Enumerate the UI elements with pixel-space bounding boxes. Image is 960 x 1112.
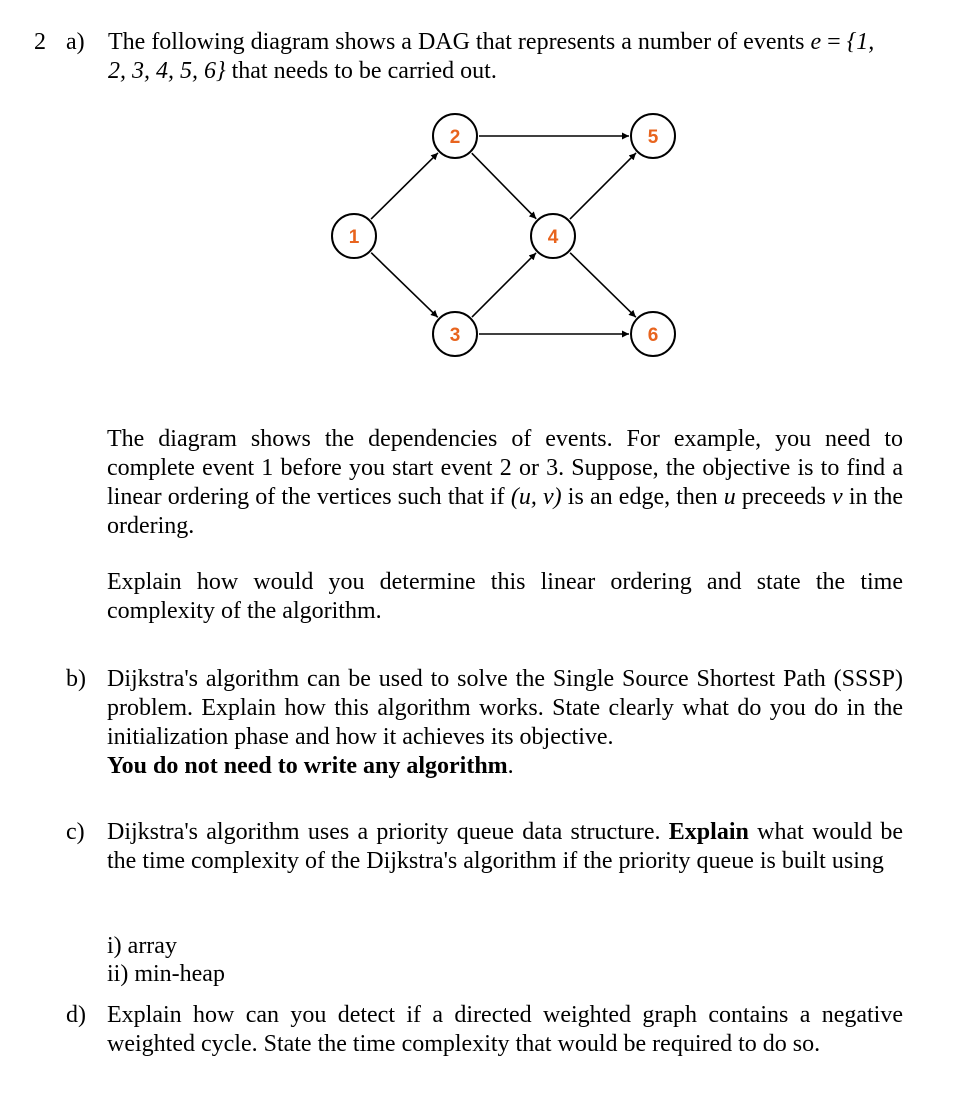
part-a-paragraph-2: Explain how would you determine this linear ordering and state the time complexity of the algorithm. bbox=[107, 569, 903, 624]
dag-edge-1-2 bbox=[371, 153, 438, 219]
part-c-text: Dijkstra's algorithm uses a priority queue data structure. Explain what would be the time complexity of the Dijkstra's algorithm if the priority queue is built using bbox=[107, 819, 904, 874]
dag-node-label-2: 2 bbox=[449, 127, 461, 148]
part-c-option-array: i) array bbox=[107, 933, 177, 959]
dag-edge-4-5 bbox=[570, 153, 636, 219]
dag-node-label-6: 6 bbox=[647, 325, 659, 346]
part-d-text: Explain how can you detect if a directed weighted graph contains a negative weighted cycle. State the time complexity that would be required to do so. bbox=[107, 1002, 903, 1057]
dag-diagram bbox=[0, 0, 960, 400]
part-c-label: c) bbox=[66, 819, 85, 845]
part-b-label: b) bbox=[66, 666, 86, 692]
part-b-text: Dijkstra's algorithm can be used to solve the Single Source Shortest Path (SSSP) problem. Explain how this algorithm works. State clearly what do you do in the initialization phase and how it achieves its objective. You do not need to write any algorithm. bbox=[107, 666, 903, 779]
part-a-paragraph-1: The diagram shows the dependencies of events. For example, you need to complete event 1 before you start event 2 or 3. Suppose, the objective is to find a linear ordering of the vertices such that if (u, v) is an edge, then u preceeds v in the ordering. bbox=[107, 426, 904, 539]
dag-nodes bbox=[332, 114, 675, 356]
part-a-intro-line1: The following diagram shows a DAG that represents a number of events e = {1, bbox=[108, 29, 875, 55]
question-number: 2 bbox=[34, 29, 46, 55]
dag-edge-4-6 bbox=[570, 253, 636, 317]
part-a-intro-line2: 2, 3, 4, 5, 6} that needs to be carried out. bbox=[108, 58, 497, 84]
dag-node-label-5: 5 bbox=[647, 127, 659, 148]
dag-edges bbox=[371, 136, 636, 334]
dag-edge-1-3 bbox=[371, 253, 438, 318]
dag-node-label-3: 3 bbox=[449, 325, 461, 346]
dag-edge-2-4 bbox=[472, 153, 536, 219]
dag-edge-3-4 bbox=[472, 253, 536, 317]
dag-node-label-4: 4 bbox=[547, 227, 559, 248]
part-a-label: a) bbox=[66, 29, 85, 55]
dag-node-label-1: 1 bbox=[348, 227, 360, 248]
part-c-option-min-heap: ii) min-heap bbox=[107, 961, 225, 987]
part-d-label: d) bbox=[66, 1002, 86, 1028]
